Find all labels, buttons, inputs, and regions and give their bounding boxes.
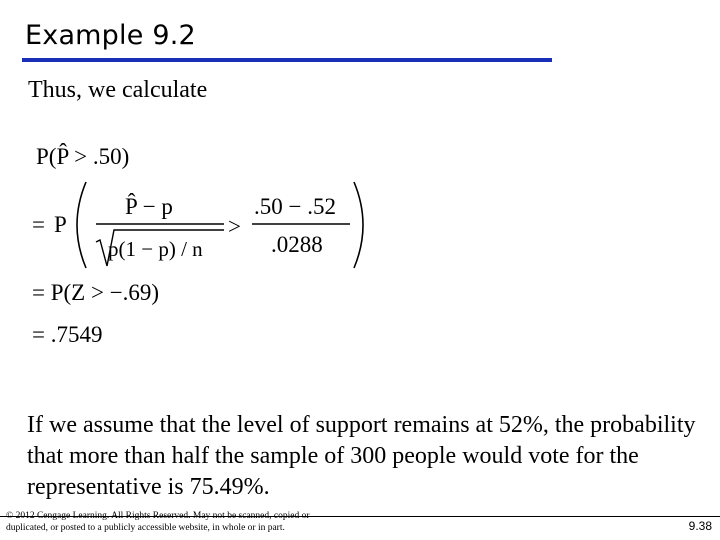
page-number: 9.38: [688, 519, 712, 533]
conclusion-text: If we assume that the level of support remains at 52%, the probability that more than half the sample of 300 people would vote for the representative is 75.49%.: [27, 412, 696, 500]
formula-line-1: P(P̂ > .50): [36, 144, 130, 169]
formula-denominator: p(1 − p) / n: [108, 237, 203, 261]
title-underline: [22, 58, 552, 62]
rhs-numerator: .50 − .52: [254, 194, 336, 219]
slide-title: Example 9.2: [25, 20, 196, 51]
formula-line-3: = P(Z > −.69): [32, 280, 160, 305]
copyright-notice: © 2012 Cengage Learning. All Rights Reserved. May not be scanned, copied or duplicated, or posted to a publicly accessible website, in whole or in part.: [6, 511, 310, 533]
formula-line-4: = .7549: [32, 322, 103, 347]
formula-greater-than: >: [228, 214, 241, 239]
formula-p-letter: P: [54, 212, 67, 237]
intro-text: Thus, we calculate: [28, 77, 208, 103]
rhs-denominator: .0288: [271, 232, 323, 257]
probability-formula: [28, 130, 388, 360]
right-big-paren: [354, 182, 363, 268]
formula-numerator: P̂ − p: [125, 194, 173, 219]
formula-equals-sign: =: [32, 212, 45, 237]
left-big-paren: [77, 182, 86, 268]
